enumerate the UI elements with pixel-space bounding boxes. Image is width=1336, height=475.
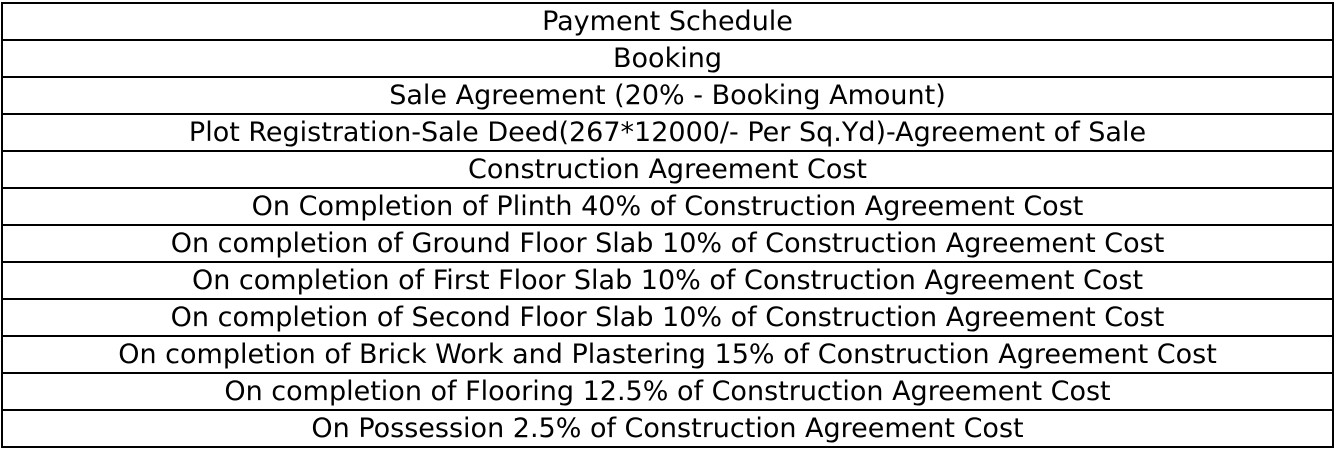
- table-row: [2, 262, 1333, 299]
- table-title-cell: Payment Schedule: [2, 3, 1333, 40]
- table-cell: On completion of Ground Floor Slab 10% of Construction Agreement Cost: [2, 225, 1333, 262]
- table-row: [2, 336, 1333, 373]
- table-row: [2, 77, 1333, 114]
- table-row: [2, 188, 1333, 225]
- table-cell: On completion of Brick Work and Plastering 15% of Construction Agreement Cost: [2, 336, 1333, 373]
- table-cell: On completion of Second Floor Slab 10% of Construction Agreement Cost: [2, 299, 1333, 336]
- table-cell: Construction Agreement Cost: [2, 151, 1333, 188]
- table-row: [2, 114, 1333, 151]
- table-cell: On completion of Flooring 12.5% of Construction Agreement Cost: [2, 373, 1333, 410]
- table-cell: Sale Agreement (20% - Booking Amount): [2, 77, 1333, 114]
- table-cell: Plot Registration-Sale Deed(267*12000/- Per Sq.Yd)-Agreement of Sale: [2, 114, 1333, 151]
- table-row: [2, 225, 1333, 262]
- table-cell: On completion of First Floor Slab 10% of Construction Agreement Cost: [2, 262, 1333, 299]
- payment-schedule-table-body: [2, 3, 1333, 447]
- table-cell: On Completion of Plinth 40% of Construction Agreement Cost: [2, 188, 1333, 225]
- table-row: [2, 299, 1333, 336]
- table-row: [2, 410, 1333, 447]
- table-row: [2, 3, 1333, 40]
- table-cell: Booking: [2, 40, 1333, 77]
- table-row: [2, 373, 1333, 410]
- payment-schedule-table: [1, 2, 1334, 448]
- table-row: [2, 151, 1333, 188]
- table-row: [2, 40, 1333, 77]
- table-cell: On Possession 2.5% of Construction Agreement Cost: [2, 410, 1333, 447]
